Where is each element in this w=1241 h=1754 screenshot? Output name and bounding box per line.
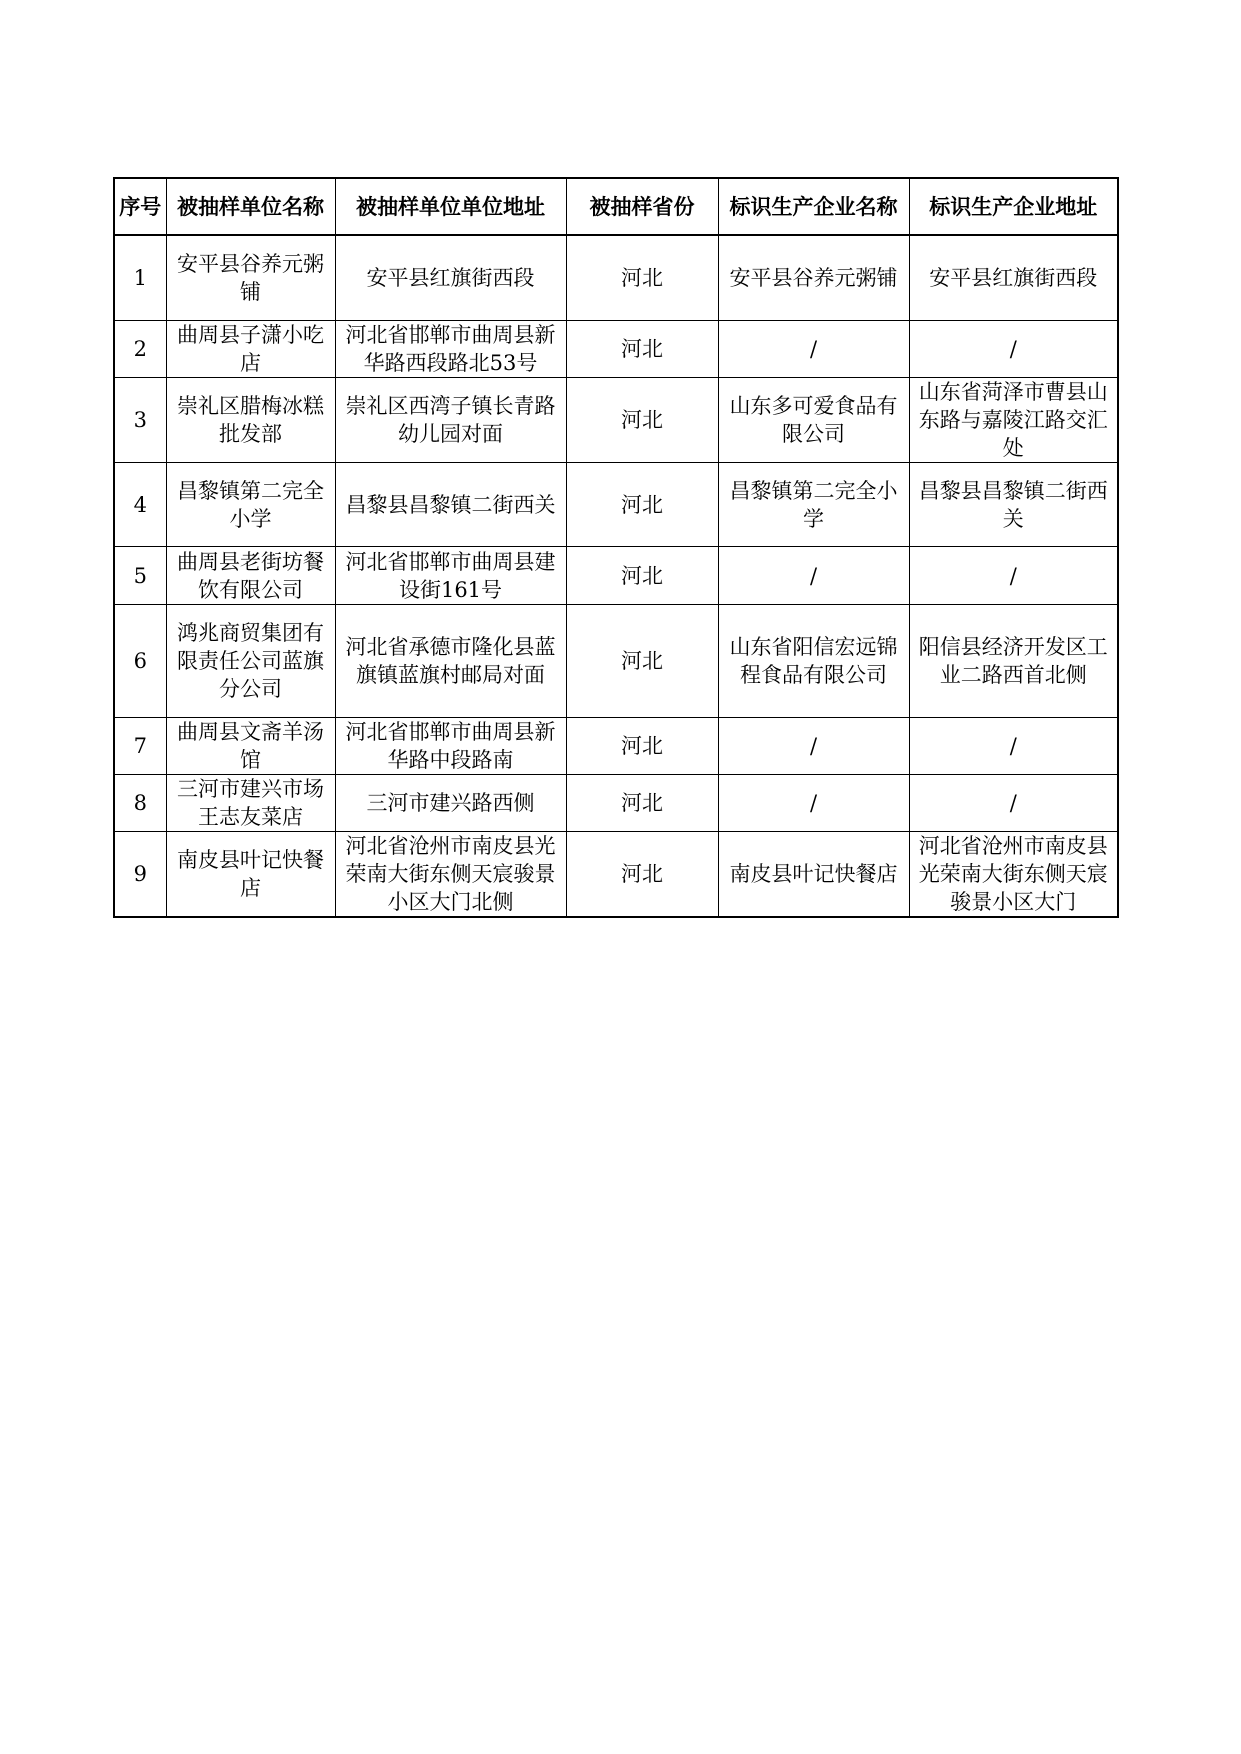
cell-sampled-province: 河北 bbox=[566, 321, 718, 378]
table-row bbox=[114, 378, 1118, 463]
cell-producer-name: / bbox=[718, 718, 909, 775]
header-producer-address: 标识生产企业地址 bbox=[909, 178, 1118, 235]
cell-producer-name: 昌黎镇第二完全小学 bbox=[718, 463, 909, 547]
table-row bbox=[114, 463, 1118, 547]
cell-producer-address: / bbox=[909, 321, 1118, 378]
cell-sampled-province: 河北 bbox=[566, 378, 718, 463]
table-row bbox=[114, 235, 1118, 321]
cell-producer-address: / bbox=[909, 775, 1118, 832]
cell-producer-name: / bbox=[718, 321, 909, 378]
header-sampled-unit-address: 被抽样单位单位地址 bbox=[335, 178, 566, 235]
cell-sampled-province: 河北 bbox=[566, 463, 718, 547]
cell-sampled-province: 河北 bbox=[566, 547, 718, 605]
table-row bbox=[114, 718, 1118, 775]
table-row bbox=[114, 832, 1118, 918]
cell-sampled-province: 河北 bbox=[566, 605, 718, 718]
sampling-table bbox=[113, 177, 1119, 918]
cell-producer-name: / bbox=[718, 547, 909, 605]
cell-producer-address: 安平县红旗街西段 bbox=[909, 235, 1118, 321]
cell-sampled-province: 河北 bbox=[566, 718, 718, 775]
cell-seq: 3 bbox=[114, 378, 166, 463]
cell-sampled-province: 河北 bbox=[566, 832, 718, 918]
cell-sampled-unit-address: 昌黎县昌黎镇二街西关 bbox=[335, 463, 566, 547]
cell-seq: 5 bbox=[114, 547, 166, 605]
cell-sampled-unit-name: 曲周县老街坊餐饮有限公司 bbox=[166, 547, 335, 605]
cell-sampled-unit-name: 昌黎镇第二完全小学 bbox=[166, 463, 335, 547]
table-row bbox=[114, 775, 1118, 832]
cell-seq: 1 bbox=[114, 235, 166, 321]
cell-sampled-unit-name: 安平县谷养元粥铺 bbox=[166, 235, 335, 321]
cell-producer-address: 昌黎县昌黎镇二街西关 bbox=[909, 463, 1118, 547]
cell-seq: 2 bbox=[114, 321, 166, 378]
cell-sampled-unit-address: 三河市建兴路西侧 bbox=[335, 775, 566, 832]
cell-seq: 7 bbox=[114, 718, 166, 775]
cell-producer-name: 山东省阳信宏远锦程食品有限公司 bbox=[718, 605, 909, 718]
cell-seq: 6 bbox=[114, 605, 166, 718]
cell-sampled-unit-name: 鸿兆商贸集团有限责任公司蓝旗分公司 bbox=[166, 605, 335, 718]
header-producer-name: 标识生产企业名称 bbox=[718, 178, 909, 235]
cell-sampled-unit-name: 南皮县叶记快餐店 bbox=[166, 832, 335, 918]
cell-sampled-province: 河北 bbox=[566, 235, 718, 321]
header-sampled-province: 被抽样省份 bbox=[566, 178, 718, 235]
cell-sampled-unit-address: 崇礼区西湾子镇长青路幼儿园对面 bbox=[335, 378, 566, 463]
cell-seq: 4 bbox=[114, 463, 166, 547]
cell-sampled-unit-address: 河北省沧州市南皮县光荣南大街东侧天宸骏景小区大门北侧 bbox=[335, 832, 566, 918]
cell-sampled-unit-name: 三河市建兴市场王志友菜店 bbox=[166, 775, 335, 832]
cell-producer-address: 阳信县经济开发区工业二路西首北侧 bbox=[909, 605, 1118, 718]
cell-sampled-unit-address: 河北省邯郸市曲周县新华路西段路北53号 bbox=[335, 321, 566, 378]
table-row bbox=[114, 547, 1118, 605]
cell-producer-name: 安平县谷养元粥铺 bbox=[718, 235, 909, 321]
header-sampled-unit-name: 被抽样单位名称 bbox=[166, 178, 335, 235]
cell-sampled-unit-address: 安平县红旗街西段 bbox=[335, 235, 566, 321]
cell-sampled-unit-address: 河北省邯郸市曲周县建设街161号 bbox=[335, 547, 566, 605]
cell-sampled-province: 河北 bbox=[566, 775, 718, 832]
cell-producer-address: 河北省沧州市南皮县光荣南大街东侧天宸骏景小区大门 bbox=[909, 832, 1118, 918]
cell-producer-address: 山东省菏泽市曹县山东路与嘉陵江路交汇处 bbox=[909, 378, 1118, 463]
cell-producer-name: 南皮县叶记快餐店 bbox=[718, 832, 909, 918]
cell-seq: 8 bbox=[114, 775, 166, 832]
cell-producer-address: / bbox=[909, 547, 1118, 605]
table-row bbox=[114, 605, 1118, 718]
header-seq: 序号 bbox=[114, 178, 166, 235]
cell-sampled-unit-name: 曲周县文斋羊汤馆 bbox=[166, 718, 335, 775]
cell-sampled-unit-address: 河北省承德市隆化县蓝旗镇蓝旗村邮局对面 bbox=[335, 605, 566, 718]
header-row bbox=[114, 178, 1118, 235]
cell-seq: 9 bbox=[114, 832, 166, 918]
cell-sampled-unit-address: 河北省邯郸市曲周县新华路中段路南 bbox=[335, 718, 566, 775]
cell-sampled-unit-name: 崇礼区腊梅冰糕批发部 bbox=[166, 378, 335, 463]
cell-sampled-unit-name: 曲周县子潇小吃店 bbox=[166, 321, 335, 378]
cell-producer-name: 山东多可爱食品有限公司 bbox=[718, 378, 909, 463]
cell-producer-address: / bbox=[909, 718, 1118, 775]
table-row bbox=[114, 321, 1118, 378]
cell-producer-name: / bbox=[718, 775, 909, 832]
